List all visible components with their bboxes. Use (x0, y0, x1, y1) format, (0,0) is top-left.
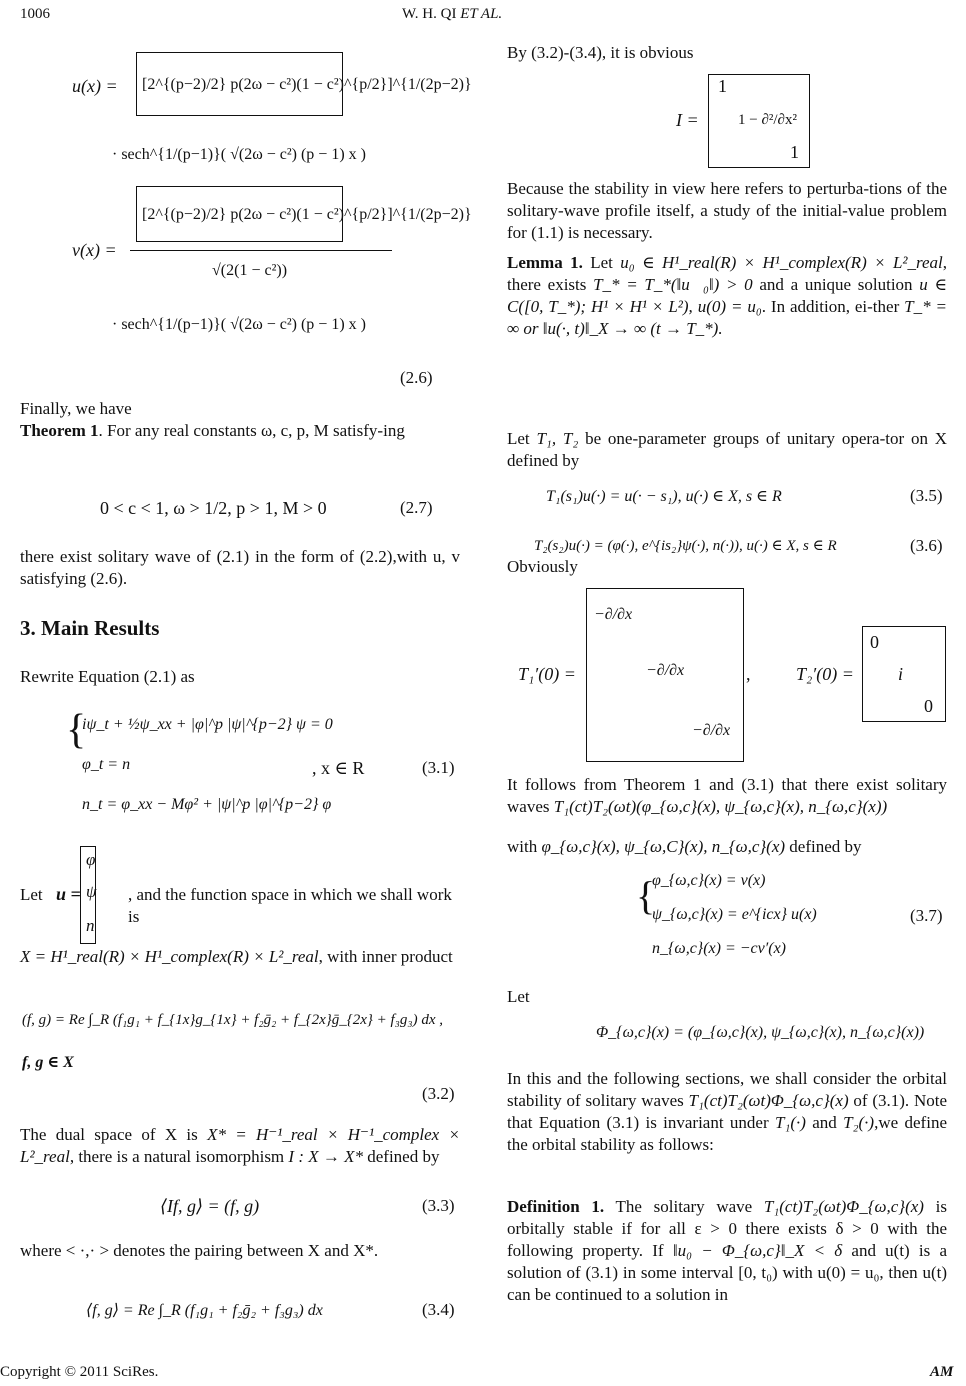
let-T-a: Let (507, 429, 530, 448)
lemma-1-u0: u₀ ∈ H¹_real(R) × H¹_complex(R) × L²_real (620, 253, 943, 272)
orbital-wave-expr: T₁(ct)T₂(ωt)Φ_{ω,c}(x) (688, 1091, 849, 1110)
eq34-label: (3.4) (422, 1300, 455, 1319)
eq31-domain: , x ∈ R (312, 758, 365, 778)
running-head-etal: ET AL. (460, 6, 503, 22)
T1-prime-d1: −∂/∂x (594, 606, 633, 623)
and-text: and (812, 1113, 837, 1132)
lemma-1-b: , there exists (507, 253, 947, 294)
lemma-1-T: T_* = T_*(‖u⃗₀‖) > 0 (593, 275, 753, 294)
definition-1-wave: T₁(ct)T₂(ωt)Φ_{ω,c}(x) (763, 1197, 924, 1216)
space-line (20, 946, 460, 968)
inthis-text: In this and the following sections, we shall consider the orbital stability of solitary waves (507, 1069, 947, 1110)
definition-1-label: Definition 1. (507, 1197, 605, 1216)
T2-prime-e1: 0 (870, 632, 879, 652)
follows-text (507, 774, 947, 818)
u-vec-psi: ψ (86, 882, 97, 901)
T-prime-comma: , (746, 664, 751, 684)
with-a: with (507, 837, 538, 856)
equation-3-5: T₁(s₁)u(·) = u(· − s₁), u(·) ∈ X, s ∈ R (546, 488, 782, 505)
lemma-1-e: T_* = ∞ or ‖u(·, t)‖_X → ∞ (t → T_*). (507, 297, 947, 338)
T2-prime-lhs: T₂′(0) = (796, 664, 854, 684)
orbital-text (507, 1068, 947, 1156)
eq37-line2: ψ_{ω,c}(x) = e^{icx} u(x) (652, 906, 817, 923)
eq26-v-lhs: v(x) = (72, 240, 117, 260)
dual-text (20, 1124, 460, 1168)
eq37-line1: φ_{ω,c}(x) = v(x) (652, 872, 766, 889)
section-heading: 3. Main Results (20, 616, 160, 640)
lemma-1-u: u ∈ C([0, T_*); H¹ × H¹ × L²), u(0) = u₀ (507, 275, 948, 316)
Phi-def: Φ_{ω,c}(x) = (φ_{ω,c}(x), ψ_{ω,c}(x), n_{ω,c}(x)) (596, 1024, 925, 1041)
eq26-u-lhs: u(x) = (72, 76, 118, 96)
T1-prime-d3: −∂/∂x (692, 722, 731, 739)
with-line (507, 836, 947, 858)
eq26-label: (2.6) (400, 368, 433, 387)
equation-3-3: ⟨If, g⟩ = (f, g) (160, 1196, 260, 1216)
page-number: 1006 (20, 6, 50, 22)
follows-a: It follows from Theorem 1 and (3.1) that there exist solitary waves (507, 775, 947, 816)
eq26-v-num: [2^{(p−2)/2} p(2ω − c²)(1 − c²)^{p/2}]^{1/(2p−2)} (142, 206, 472, 223)
eq33-label: (3.3) (422, 1196, 455, 1215)
invariance-b: ,we define the orbital stability as follows: (507, 1113, 947, 1154)
eq35-label: (3.5) (910, 486, 943, 505)
definition-1-cond: ‖u₀ − Φ_{ω,c}‖_X < δ (672, 1241, 843, 1260)
I-lhs: I = (676, 110, 699, 130)
journal-abbrev: AM (930, 1364, 954, 1380)
lemma-1-a: Let (590, 253, 613, 272)
dual-space: X* = H⁻¹_real × H⁻¹_complex × L²_real (20, 1125, 460, 1166)
space-inner-product: , with inner product (318, 947, 453, 966)
I-row1: 1 (718, 76, 727, 96)
definition-1-c: and u(t) is a solution of (3.1) in some interval [0, t₀) with u(0) = u₀, then u(t) can be continued to a solution in (507, 1241, 948, 1304)
because-text: Because the stability in view here refers to perturba-tions of the solitary-wave profile itself, a study of the initial-value problem for (1.1) is necessary. (507, 179, 947, 242)
equation-3-6: T₂(s₂)u(·) = (φ(·), e^{is₂}ψ(·), n(·)), u(·) ∈ X, s ∈ R (534, 538, 837, 554)
eq26-u-sech: · sech^{1/(p−1)}( √(2ω − c²) (p − 1) x ) (112, 146, 366, 163)
eq37-label: (3.7) (910, 906, 943, 925)
dual-text-c: defined by (367, 1147, 440, 1166)
eq26-u-body: [2^{(p−2)/2} p(2ω − c²)(1 − c²)^{p/2}]^{1/(2p−2)} (142, 76, 472, 93)
T1-dot: T₁(·) (774, 1113, 806, 1132)
I-row2: 1 − ∂²/∂x² (738, 112, 797, 128)
lemma-1-label: Lemma 1. (507, 253, 583, 272)
definition-1-a: The solitary wave (615, 1197, 753, 1216)
let-u-a: Let (20, 885, 43, 904)
T1-prime-d2: −∂/∂x (646, 662, 685, 679)
u-vec-phi: φ (86, 850, 96, 869)
eq36-label: (3.6) (910, 536, 943, 555)
theorem-1 (20, 420, 460, 442)
dual-text-b: , there is a natural isomorphism (69, 1147, 285, 1166)
eq32-line2: f, g ∈ X (22, 1054, 74, 1071)
let-T-b: be one-parameter groups of unitary opera-tor on X defined by (507, 429, 948, 470)
eq26-v-fraction-bar (130, 250, 392, 251)
theorem-1-text: . For any real constants ω, c, p, M satisfy-ing (98, 421, 405, 440)
eq26-v-sech: · sech^{1/(p−1)}( √(2ω − c²) (p − 1) x ) (112, 316, 366, 333)
eq32-label: (3.2) (422, 1084, 455, 1103)
running-head-authors: W. H. QI (402, 6, 457, 22)
with-defined-by: defined by (789, 837, 862, 856)
T2-prime-e3: 0 (924, 696, 933, 716)
copyright: Copyright © 2011 SciRes. (0, 1364, 159, 1380)
eq32-line1: (f, g) = Re ∫_R (f₁g₁ + f_{1x}g_{1x} + f₂ḡ₂ + f_{2x}ḡ_{2x} + f₃g₃) dx , (22, 1012, 444, 1028)
pairing-text: where < ·,· > denotes the pairing between X and X*. (20, 1241, 379, 1260)
definition-1-b: is orbitally stable if for all ε > 0 there exists δ > 0 with the following property. If (507, 1197, 947, 1260)
T1-prime-lhs: T₁′(0) = (518, 664, 576, 684)
obviously-text: Obviously (507, 557, 578, 576)
eq27-label: (2.7) (400, 498, 433, 517)
eq31-line2: φ_t = n (82, 756, 131, 773)
T2-prime-e2: i (898, 664, 904, 684)
eq37-line3: n_{ω,c}(x) = −cv′(x) (652, 940, 787, 957)
rewrite-text: Rewrite Equation (2.1) as (20, 667, 195, 686)
equation-2-7: 0 < c < 1, ω > 1/2, p > 1, M > 0 (100, 498, 327, 518)
eq26-v-den: √(2(1 − c²)) (212, 262, 288, 279)
eq31-line3: n_t = φ_xx − Mφ² + |ψ|^p |φ|^{p−2} φ (82, 796, 332, 813)
dual-text-a: The dual space of X is (20, 1125, 198, 1144)
T2-dot: T₂(·) (843, 1113, 875, 1132)
eq31-line1: iψ_t + ½ψ_xx + |φ|^p |ψ|^{p−2} ψ = 0 (82, 716, 333, 733)
lemma-1 (507, 252, 947, 340)
eq31-brace: { (66, 707, 87, 753)
after-eq27-text: there exist solitary wave of (2.1) in the form of (2.2),with u, v satisfying (2.6). (20, 547, 460, 588)
definition-1 (507, 1196, 947, 1306)
isomorphism: I : X → X* (288, 1147, 363, 1166)
with-funcs: φ_{ω,c}(x), ψ_{ω,C}(x), n_{ω,c}(x) (541, 837, 786, 856)
I-row3: 1 (790, 142, 799, 162)
solitary-waves-expr: T₁(ct)T₂(ωt)(φ_{ω,c}(x), ψ_{ω,c}(x), n_{ω,c}(x)) (553, 797, 888, 816)
let-T-text (507, 428, 947, 472)
eq31-label: (3.1) (422, 758, 455, 777)
u-symbol: u = (56, 884, 81, 904)
finally-text: Finally, we have (20, 399, 132, 418)
u-vec-n: n (86, 916, 95, 935)
theorem-1-label: Theorem 1 (20, 421, 99, 440)
T12: T₁, T₂ (536, 429, 579, 448)
by-text: By (3.2)-(3.4), it is obvious (507, 43, 694, 62)
lemma-1-d: . In addition, ei-ther (761, 297, 900, 316)
lemma-1-c: and a unique solution (759, 275, 913, 294)
eq37-brace: { (636, 873, 656, 918)
invariance-a: of (3.1). Note that Equation (3.1) is invariant under (507, 1091, 947, 1132)
running-head (402, 6, 502, 23)
space-def: X = H¹_real(R) × H¹_complex(R) × L²_real (20, 947, 319, 966)
equation-3-4: ⟨f, g⟩ = Re ∫_R (f₁g₁ + f₂ḡ₂ + f₃g₃) dx (86, 1302, 323, 1319)
let-text: Let (507, 987, 530, 1006)
let-u-b: , and the function space in which we shall work is (128, 885, 452, 926)
